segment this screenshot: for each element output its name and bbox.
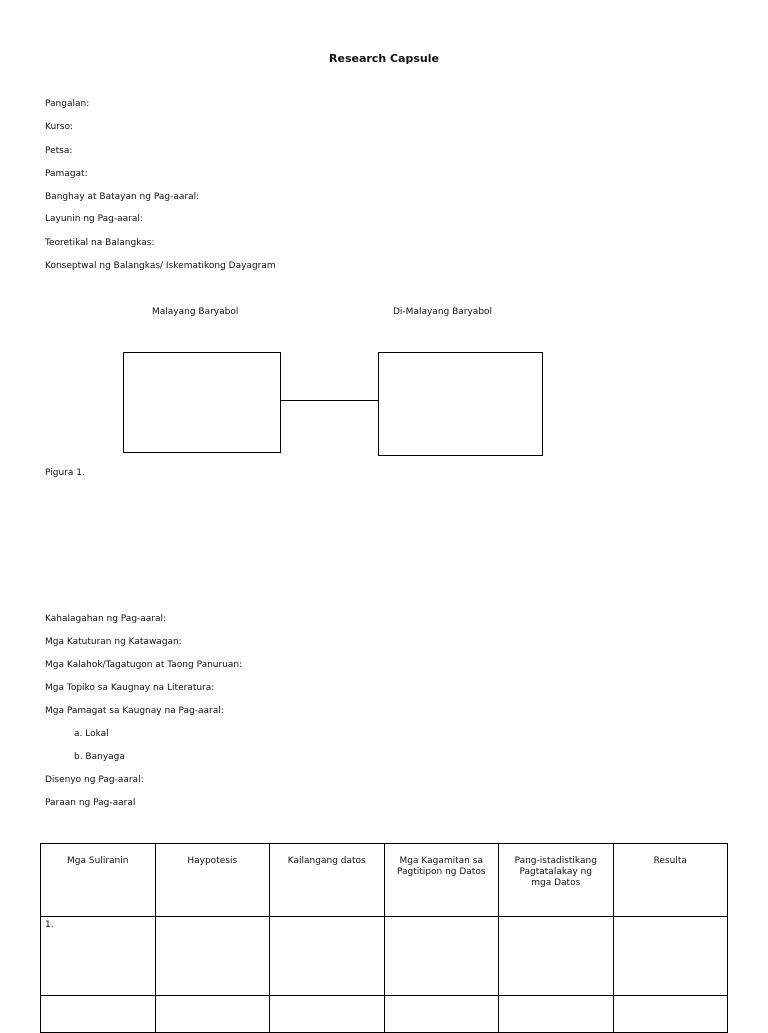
table-cell: [155, 917, 270, 996]
table-cell: [155, 996, 270, 1033]
header-resulta: Resulta: [613, 844, 728, 917]
field-layunin: Layunin ng Pag-aaral:: [45, 214, 143, 224]
field-lokal: a. Lokal: [74, 729, 109, 739]
table-cell: [270, 917, 385, 996]
field-kahalagahan: Kahalagahan ng Pag-aaral:: [45, 614, 167, 624]
table-cell: [41, 996, 156, 1033]
diagram-left-label: Malayang Baryabol: [152, 307, 239, 317]
table-row: [41, 917, 728, 996]
table-cell: [499, 917, 614, 996]
diagram-right-label: Di-Malayang Baryabol: [393, 307, 493, 317]
field-topiko: Mga Topiko sa Kaugnay na Literatura:: [45, 683, 215, 693]
field-petsa: Petsa:: [45, 146, 73, 156]
table-cell: [613, 996, 728, 1033]
field-kalahok: Mga Kalahok/Tagatugon at Taong Panuruan:: [45, 660, 243, 670]
table-cell: [384, 917, 499, 996]
field-paraan: Paraan ng Pag-aaral: [45, 798, 136, 808]
field-kurso: Kurso:: [45, 122, 74, 132]
field-pamagat: Pamagat:: [45, 169, 88, 179]
field-konseptwal: Konseptwal ng Balangkas/ Iskematikong Dayagram: [45, 261, 276, 271]
diagram-connector-line: [281, 400, 378, 401]
field-teoretikal: Teoretikal na Balangkas:: [45, 238, 155, 248]
table-cell: [384, 996, 499, 1033]
dependent-variable-box: [378, 352, 543, 456]
independent-variable-box: [123, 352, 281, 453]
page-title: Research Capsule: [329, 52, 439, 65]
field-pangalan: Pangalan:: [45, 99, 90, 109]
table-cell-item-number: 1.: [41, 917, 156, 996]
field-katuturan: Mga Katuturan ng Katawagan:: [45, 637, 182, 647]
header-suliranin: Mga Suliranin: [41, 844, 156, 917]
table-cell: [499, 996, 614, 1033]
figure-caption: Pigura 1.: [45, 468, 85, 478]
header-pang-istadistikang: Pang-istadistikang Pagtatalakay ng mga Datos: [499, 844, 614, 917]
table-header-row: [41, 844, 728, 917]
field-banyaga: b. Banyaga: [74, 752, 125, 762]
header-kailangang-datos: Kailangang datos: [270, 844, 385, 917]
table-cell: [613, 917, 728, 996]
field-disenyo: Disenyo ng Pag-aaral:: [45, 775, 144, 785]
field-banghay: Banghay at Batayan ng Pag-aaral:: [45, 192, 200, 202]
table-cell: [270, 996, 385, 1033]
table-row: [41, 996, 728, 1033]
field-pamagat-kaugnay: Mga Pamagat sa Kaugnay na Pag-aaral:: [45, 706, 224, 716]
research-matrix-table: [40, 843, 728, 1033]
header-haypotesis: Haypotesis: [155, 844, 270, 917]
header-kagamitan: Mga Kagamitan sa Pagtitipon ng Datos: [384, 844, 499, 917]
